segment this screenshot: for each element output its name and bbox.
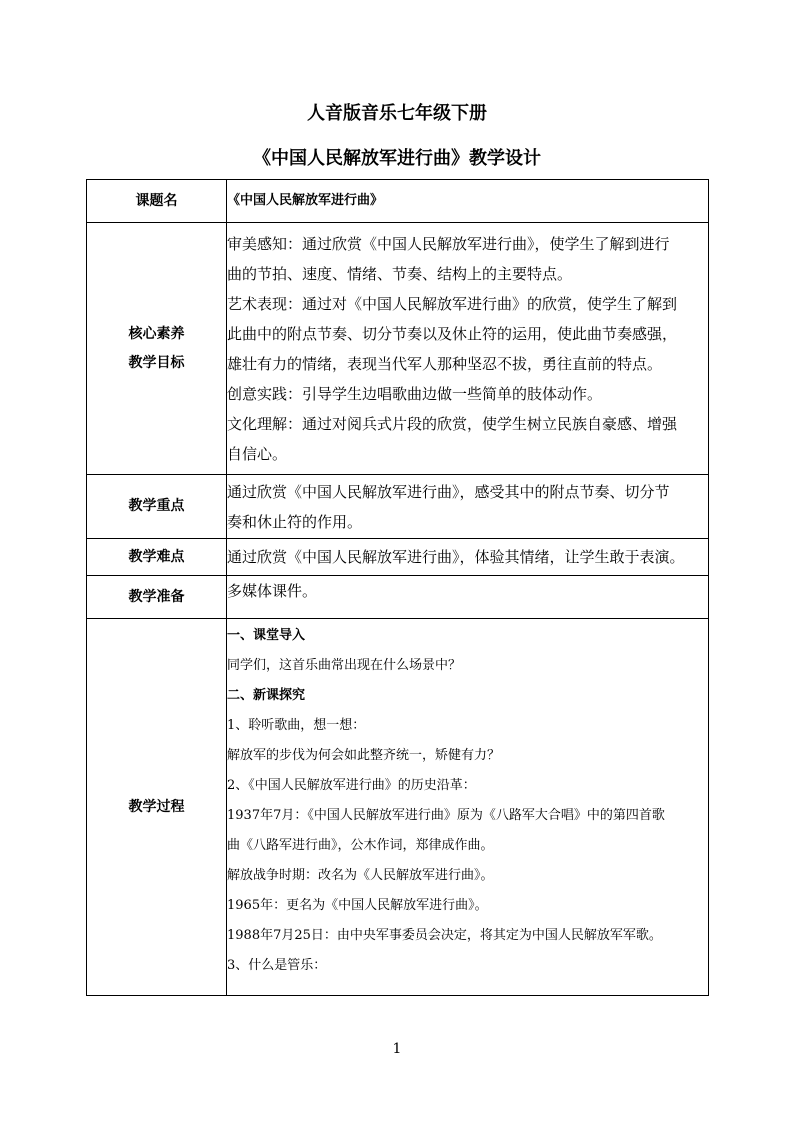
document-title: 人音版音乐七年级下册 [307, 103, 487, 124]
topic-row [87, 180, 709, 223]
process-text-line: 二、新课探究 [227, 688, 306, 703]
process-label: 教学过程 [87, 619, 227, 996]
topic-value: 《中国人民解放军进行曲》 [227, 180, 709, 223]
process-text-line: 3、什么是管乐： [227, 958, 327, 973]
goals-label-line2: 教学目标 [128, 354, 185, 371]
goals-text-line: 艺术表现：通过对《中国人民解放军进行曲》的欣赏，使学生了解到 [227, 294, 678, 313]
goals-text-line: 创意实践：引导学生边唱歌曲边做一些简单的肢体动作。 [227, 384, 603, 403]
keypoint-row [87, 475, 709, 539]
goals-text-line: 曲的节拍、速度、情绪、节奏、结构上的主要特点。 [227, 264, 573, 283]
difficulty-label: 教学难点 [87, 539, 227, 576]
keypoint-content [227, 475, 709, 539]
process-text-line: 1、聆听歌曲，想一想： [227, 718, 366, 733]
process-text-line: 曲《八路军进行曲》，公木作词，郑律成作曲。 [227, 838, 494, 853]
process-text-line: 解放军的步伐为何会如此整齐统一，矫健有力？ [227, 748, 501, 763]
lesson-plan-table [86, 179, 709, 996]
process-text-line: 1988年7月25日：由中央军事委员会决定，将其定为中国人民解放军军歌。 [227, 928, 662, 943]
process-text-line: 解放战争时期：改名为《人民解放军进行曲》。 [227, 868, 494, 883]
keypoint-text-line: 奏和休止符的作用。 [227, 512, 363, 531]
document-subtitle: 《中国人民解放军进行曲》教学设计 [253, 148, 541, 169]
keypoint-text-line: 通过欣赏《中国人民解放军进行曲》，感受其中的附点节奏、切分节 [227, 482, 670, 501]
preparation-content: 多媒体课件。 [227, 576, 709, 619]
goals-text-line: 此曲中的附点节奏、切分节奏以及休止符的运用，使此曲节奏感强， [227, 324, 678, 343]
goals-text-line: 审美感知：通过欣赏《中国人民解放军进行曲》，使学生了解到进行 [227, 234, 670, 253]
topic-label: 课题名 [87, 180, 227, 223]
difficulty-content: 通过欣赏《中国人民解放军进行曲》，体验其情绪，让学生敢于表演。 [227, 539, 709, 576]
difficulty-row [87, 539, 709, 576]
page-number: 1 [392, 1041, 402, 1057]
keypoint-label: 教学重点 [87, 475, 227, 539]
goals-content [227, 223, 709, 475]
preparation-label: 教学准备 [87, 576, 227, 619]
goals-label-line1: 核心素养 [128, 325, 185, 342]
process-text-line: 同学们，这首乐曲常出现在什么场景中？ [227, 658, 462, 673]
goals-row [87, 223, 709, 475]
process-content [227, 619, 709, 996]
preparation-row [87, 576, 709, 619]
goals-text-line: 雄壮有力的情绪，表现当代军人那种坚忍不拔，勇往直前的特点。 [227, 354, 663, 373]
goals-label [87, 223, 227, 475]
process-text-line: 1965年：更名为《中国人民解放军进行曲》。 [227, 898, 488, 913]
process-text-line: 2、《中国人民解放军进行曲》的历史沿革： [227, 778, 476, 793]
process-row [87, 619, 709, 996]
goals-text-line: 自信心。 [227, 444, 288, 463]
goals-text-line: 文化理解：通过对阅兵式片段的欣赏，使学生树立民族自豪感、增强 [227, 414, 678, 433]
process-text-line: 1937年7月：《中国人民解放军进行曲》原为《八路军大合唱》中的第四首歌 [227, 808, 665, 823]
process-text-line: 一、课堂导入 [227, 628, 306, 643]
